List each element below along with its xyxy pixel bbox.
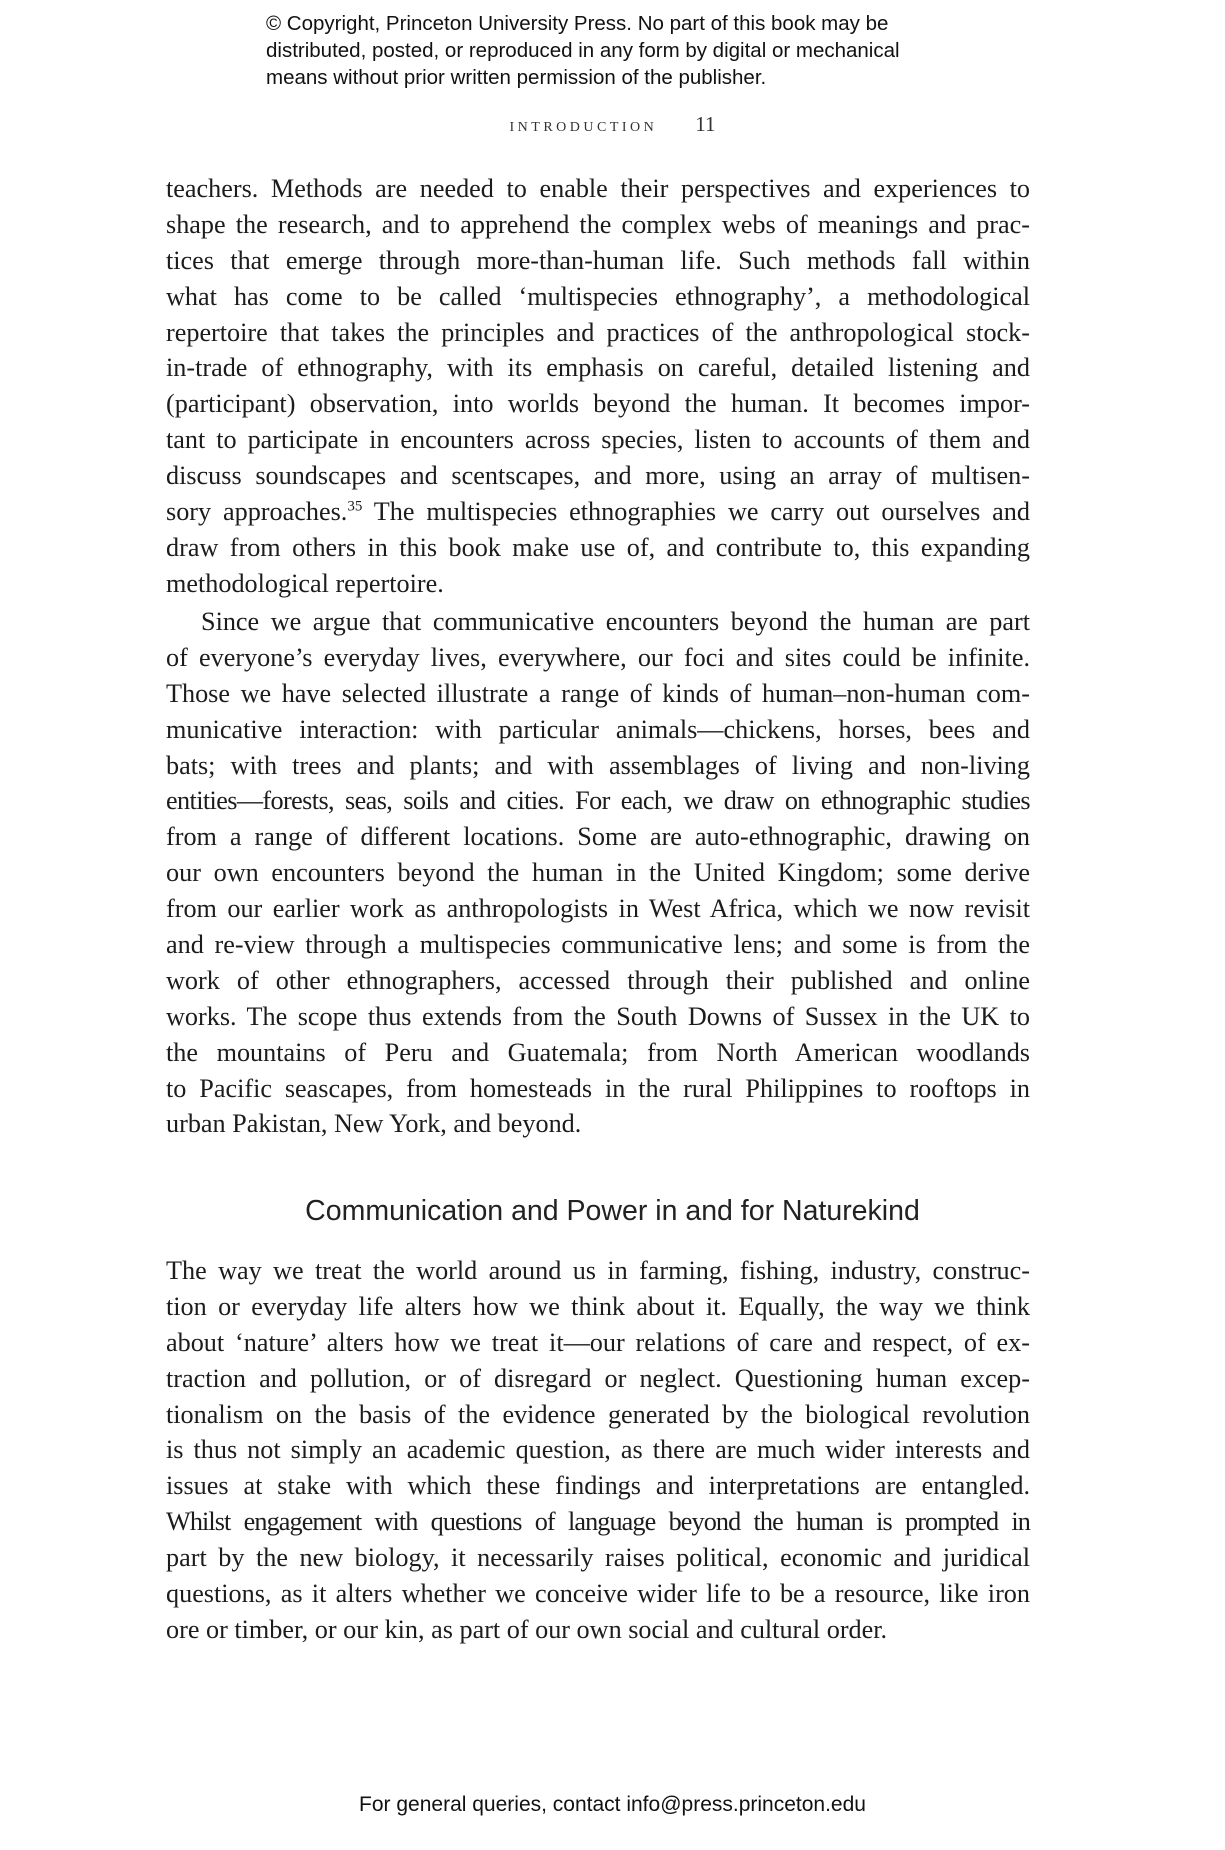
text-line: tion or everyday life alters how we think about it. Equally, the way we think <box>166 1291 1030 1321</box>
text-line: entities—forests, seas, soils and cities. For each, we draw on ethnographic studies <box>166 786 1030 816</box>
paragraph-sites <box>166 604 1030 1142</box>
text-line: repertoire that takes the principles and practices of the anthropological stock- <box>166 317 1030 347</box>
text-line: part by the new biology, it necessarily raises political, economic and juridical <box>166 1543 1030 1573</box>
copyright-notice <box>266 10 1026 91</box>
running-head-section: introduction <box>509 114 658 136</box>
text-line: of everyone’s everyday lives, everywhere, our foci and sites could be infinite. <box>166 642 1030 672</box>
text-line: work of other ethnographers, accessed through their published and online <box>166 965 1030 995</box>
text-line: methodological repertoire. <box>166 568 444 598</box>
copyright-line: distributed, posted, or reproduced in any form by digital or mechanical <box>266 39 900 62</box>
text-line: from a range of different locations. Some are auto-ethnographic, drawing on <box>166 822 1030 852</box>
page-number: 11 <box>695 112 716 136</box>
text-line: in-trade of ethnography, with its emphasis on careful, detailed listening and <box>166 353 1030 383</box>
text-line: ore or timber, or our kin, as part of our own social and cultural order. <box>166 1614 888 1644</box>
text-line: Whilst engagement with questions of language beyond the human is prompted in <box>166 1507 1030 1537</box>
text-line: (participant) observation, into worlds beyond the human. It becomes impor- <box>166 389 1030 419</box>
text-line: Those we have selected illustrate a range of kinds of human–non-human com- <box>166 678 1030 708</box>
text-line: urban Pakistan, New York, and beyond. <box>166 1109 582 1139</box>
text-line: from our earlier work as anthropologists in West Africa, which we now revisit <box>166 894 1030 924</box>
text-line: tionalism on the basis of the evidence generated by the biological revolution <box>166 1399 1030 1429</box>
text-line: and re-view through a multispecies communicative lens; and some is from the <box>166 930 1030 960</box>
text-line-with-footnote <box>166 494 1030 530</box>
text-line: bats; with trees and plants; and with assemblages of living and non-living <box>166 750 1030 780</box>
copyright-line: means without prior written permission of the publisher. <box>266 66 767 89</box>
text-line: municative interaction: with particular animals—chickens, horses, bees and <box>166 714 1030 744</box>
text-line: our own encounters beyond the human in the United Kingdom; some derive <box>166 858 1030 888</box>
text-line: to Pacific seascapes, from homesteads in the rural Philippines to rooftops in <box>166 1073 1030 1103</box>
text-line: teachers. Methods are needed to enable their perspectives and experiences to <box>166 174 1030 203</box>
text-line: is thus not simply an academic question, as there are much wider interests and <box>166 1435 1030 1465</box>
running-head <box>0 112 1225 137</box>
footer-contact: For general queries, contact info@press.princeton.edu <box>359 1793 866 1816</box>
text-line: questions, as it alters whether we conceive wider life to be a resource, like iron <box>166 1579 1030 1609</box>
text-line: the mountains of Peru and Guatemala; from North American woodlands <box>166 1037 1030 1067</box>
section-heading: Communication and Power in and for Naturekind <box>305 1195 920 1227</box>
text-line: works. The scope thus extends from the South Downs of Sussex in the UK to <box>166 1001 1030 1031</box>
paragraph-power <box>166 1253 1030 1648</box>
text-line: shape the research, and to apprehend the complex webs of meanings and prac- <box>166 209 1030 239</box>
text-line: Since we argue that communicative encounters beyond the human are part <box>201 607 1030 636</box>
text-line: The way we treat the world around us in farming, fishing, industry, construc- <box>166 1256 1030 1285</box>
text-line: about ‘nature’ alters how we treat it—our relations of care and respect, of ex- <box>166 1327 1030 1357</box>
text-line: tant to participate in encounters across species, listen to accounts of them and <box>166 425 1030 455</box>
footnote-marker[interactable]: 35 <box>347 498 363 515</box>
text-line: what has come to be called ‘multispecies ethnography’, a methodological <box>166 281 1030 311</box>
text-line: draw from others in this book make use of, and contribute to, this expanding <box>166 532 1030 562</box>
text-line: tices that emerge through more-than-human life. Such methods fall within <box>166 245 1030 275</box>
text-fragment: sory approaches. <box>166 497 348 527</box>
paragraph-methods <box>166 171 1030 602</box>
copyright-line: © Copyright, Princeton University Press. No part of this book may be <box>266 12 889 35</box>
text-fragment: The multispecies ethnographies we carry out ourselves and <box>362 497 1030 527</box>
text-line: traction and pollution, or of disregard or neglect. Questioning human excep- <box>166 1363 1030 1393</box>
text-line: issues at stake with which these findings and interpretations are entangled. <box>166 1471 1030 1501</box>
text-line: discuss soundscapes and scentscapes, and more, using an array of multisen- <box>166 461 1030 491</box>
